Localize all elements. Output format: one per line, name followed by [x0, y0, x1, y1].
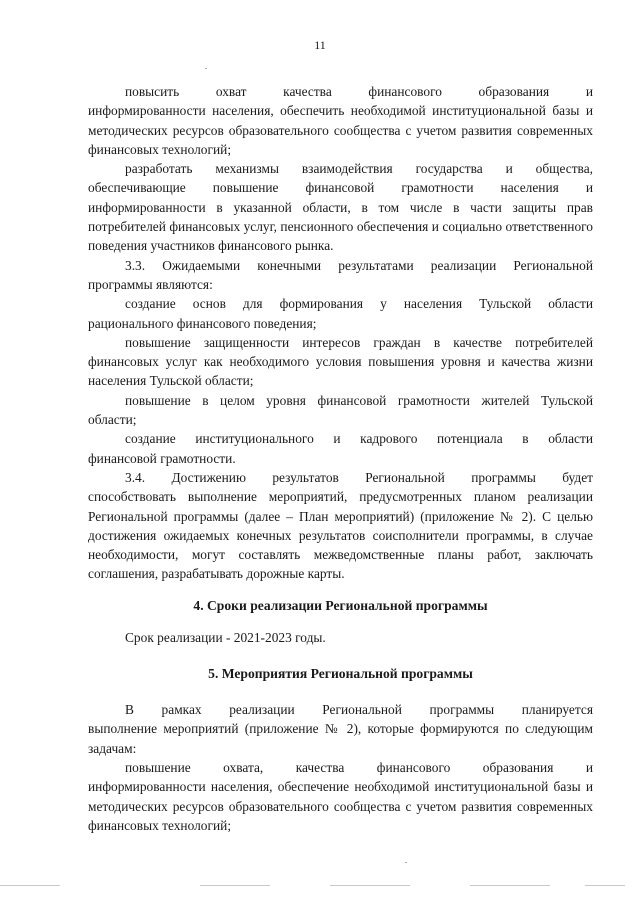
paragraph-first-line: 3.3. Ожидаемыми конечными результатами реализации Региональной — [125, 257, 593, 273]
paragraph-rest: выполнение мероприятий (приложение № 2), которые формируются по следующим задачам: — [88, 721, 593, 756]
paragraph — [88, 82, 593, 159]
section-text: Срок реализации - 2021-2023 годы. — [125, 629, 326, 645]
scan-artifact — [405, 862, 407, 863]
page-number: 11 — [314, 38, 326, 52]
scan-artifact — [200, 885, 270, 886]
paragraph — [88, 429, 593, 468]
section-heading: 5. Мероприятия Региональной программы — [208, 666, 473, 682]
scan-artifact — [0, 885, 60, 886]
paragraph-rest: финансовой грамотности. — [88, 450, 236, 466]
paragraph-first-line: В рамках реализации Региональной программы планируется — [125, 702, 593, 718]
paragraph-rest: способствовать выполнение мероприятий, предусмотренных планом реализации Региональной программы (далее – План мероприятий) (приложение № 2). С целью достижения ожидаемых конечных результатов соисполнители программы, в случае необходимости, могут составлять межведомственные планы работ, заключать соглашения, разрабатывать дорожные карты. — [88, 489, 593, 582]
paragraph-first-line: повышение охвата, качества финансового образования и — [125, 759, 593, 775]
paragraph-rest: программы являются: — [88, 276, 213, 292]
paragraph-rest: области; — [88, 412, 137, 428]
paragraph — [88, 468, 593, 584]
paragraph — [88, 294, 593, 333]
scan-artifact — [585, 885, 625, 886]
paragraph-first-line: повысить охват качества финансового образования и — [125, 84, 593, 99]
paragraph — [88, 256, 593, 295]
paragraph-rest: информированности населения, обеспечение необходимой институциональной базы и методических ресурсов образовательного сообщества с учетом развития современных финансовых технологий; — [88, 779, 593, 833]
scan-artifact — [330, 885, 410, 886]
paragraph-rest: рационального финансового поведения; — [88, 315, 317, 331]
section-heading: 4. Сроки реализации Региональной программы — [193, 597, 488, 613]
scan-artifact — [205, 68, 207, 69]
page-content — [88, 82, 593, 835]
paragraph-first-line: 3.4. Достижению результатов Региональной программы будет — [125, 469, 593, 485]
paragraph-rest: обеспечивающие повышение финансовой грамотности населения и информированности в указанной области, в том числе в части защиты прав потребителей финансовых услуг, пенсионного обеспечения и социально ответственного поведения участников финансового рынка. — [88, 180, 593, 254]
paragraph — [88, 700, 593, 758]
paragraph-rest: информированности населения, обеспечить необходимой институциональной базы и методических ресурсов образовательного сообщества с учетом развития современных финансовых технологий; — [88, 103, 593, 157]
paragraph-first-line: создание институционального и кадрового потенциала в области — [125, 431, 593, 447]
paragraph-rest: финансовых услуг как необходимого условия повышения уровня и качества жизни населения Тульской области; — [88, 354, 593, 389]
paragraph — [88, 391, 593, 430]
paragraph — [88, 159, 593, 255]
paragraph-first-line: повышение в целом уровня финансовой грамотности жителей Тульской — [125, 392, 593, 408]
paragraph-first-line: повышение защищенности интересов граждан в качестве потребителей — [125, 334, 593, 350]
paragraph-first-line: создание основ для формирования у населения Тульской области — [125, 296, 593, 312]
paragraph — [88, 333, 593, 391]
paragraph-first-line: разработать механизмы взаимодействия государства и общества, — [125, 161, 593, 177]
scan-artifact — [470, 885, 550, 886]
paragraph — [88, 758, 593, 835]
